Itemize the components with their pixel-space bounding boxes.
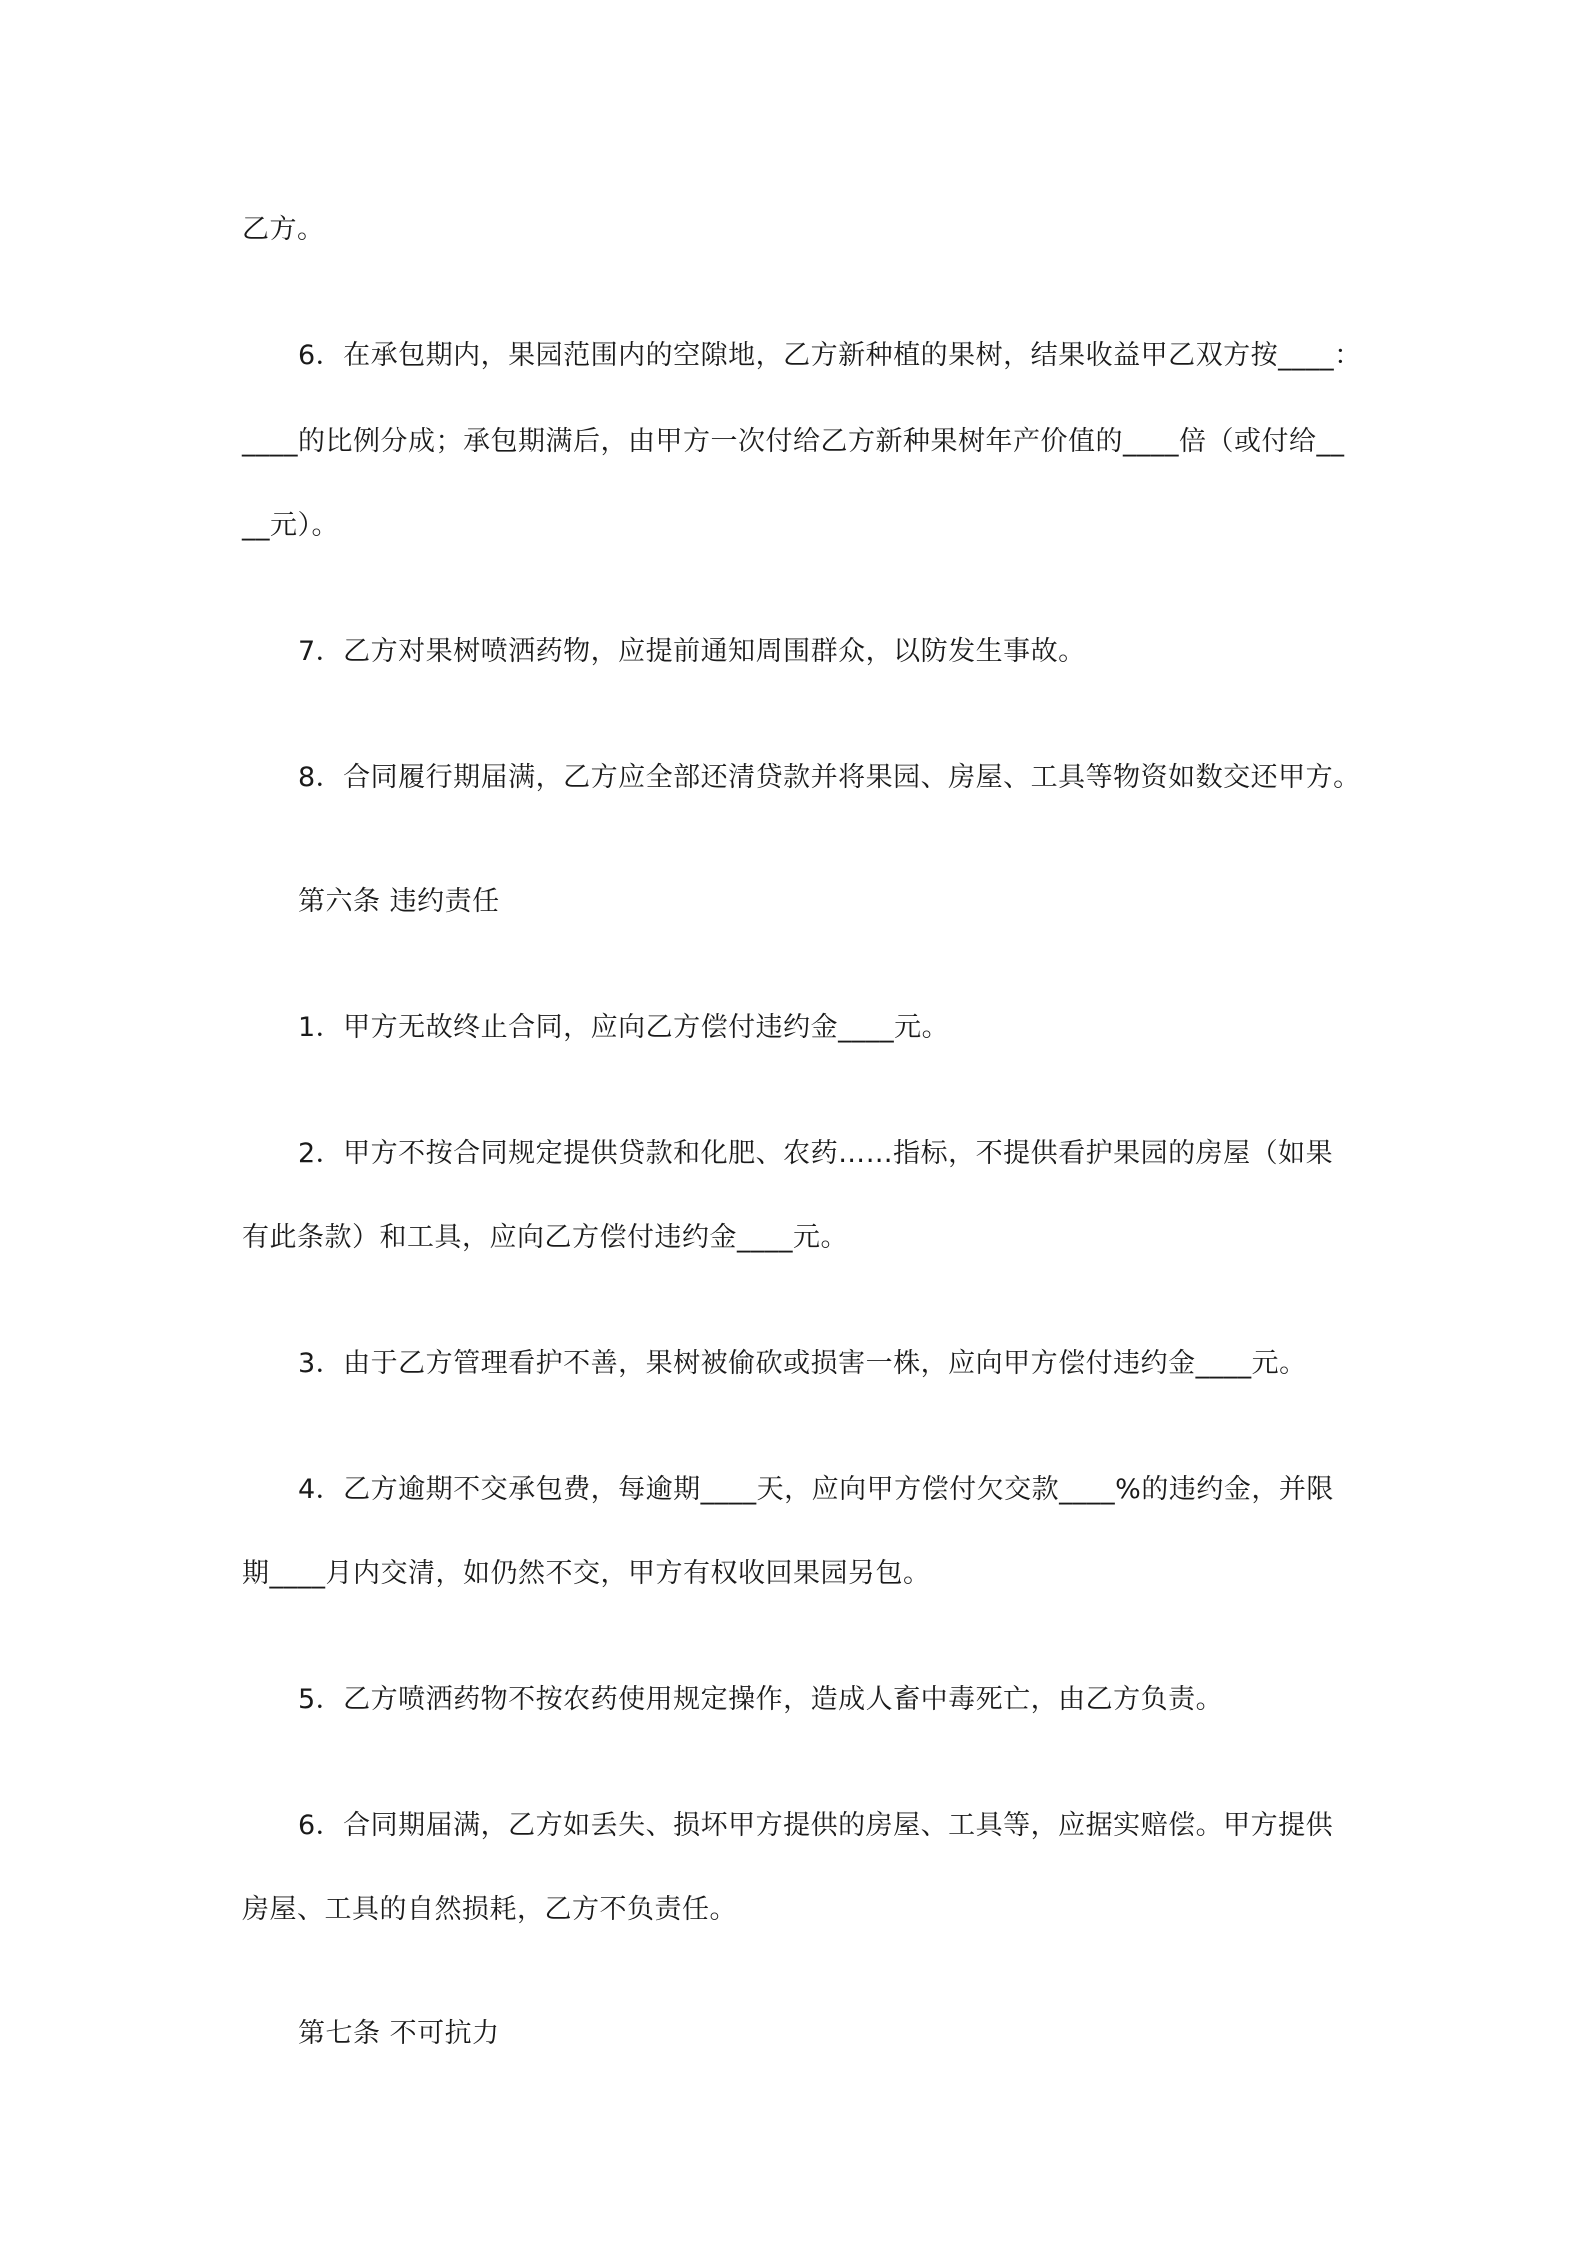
clause-6-item-2-line-1: 2．甲方不按合同规定提供贷款和化肥、农药……指标，不提供看护果园的房屋（如果 (298, 1138, 1334, 1169)
clause-6-item-1: 1．甲方无故终止合同，应向乙方偿付违约金____元。 (298, 1012, 950, 1043)
clause-6-item-5: 5．乙方喷洒药物不按农药使用规定操作，造成人畜中毒死亡，由乙方负责。 (298, 1684, 1224, 1715)
text-line-continuation: 乙方。 (242, 214, 325, 245)
clause-6-item-6-line-1: 6．合同期届满，乙方如丢失、损坏甲方提供的房屋、工具等，应据实赔偿。甲方提供 (298, 1810, 1334, 1841)
section-heading-article-6: 第六条 违约责任 (298, 886, 500, 917)
section-heading-article-7: 第七条 不可抗力 (298, 2018, 500, 2049)
clause-6-item-4-line-2: 期____月内交清，如仍然不交，甲方有权收回果园另包。 (242, 1558, 931, 1589)
clause-5-item-8: 8．合同履行期届满，乙方应全部还清贷款并将果园、房屋、工具等物资如数交还甲方。 (298, 762, 1361, 793)
clause-6-item-2-line-2: 有此条款）和工具，应向乙方偿付违约金____元。 (242, 1222, 848, 1253)
clause-5-item-6-line-3: __元）。 (242, 510, 339, 541)
clause-5-item-7: 7．乙方对果树喷洒药物，应提前通知周围群众，以防发生事故。 (298, 636, 1086, 667)
clause-5-item-6-line-2: ____的比例分成；承包期满后，由甲方一次付给乙方新种果树年产价值的____倍（或付给__ (242, 426, 1345, 457)
clause-6-item-6-line-2: 房屋、工具的自然损耗，乙方不负责任。 (242, 1894, 737, 1925)
clause-5-item-6-line-1: 6．在承包期内，果园范围内的空隙地，乙方新种植的果树，结果收益甲乙双方按____： (298, 340, 1362, 371)
clause-6-item-4-line-1: 4．乙方逾期不交承包费，每逾期____天，应向甲方偿付欠交款____%的违约金，并限 (298, 1474, 1334, 1505)
clause-6-item-3: 3．由于乙方管理看护不善，果树被偷砍或损害一株，应向甲方偿付违约金____元。 (298, 1348, 1307, 1379)
